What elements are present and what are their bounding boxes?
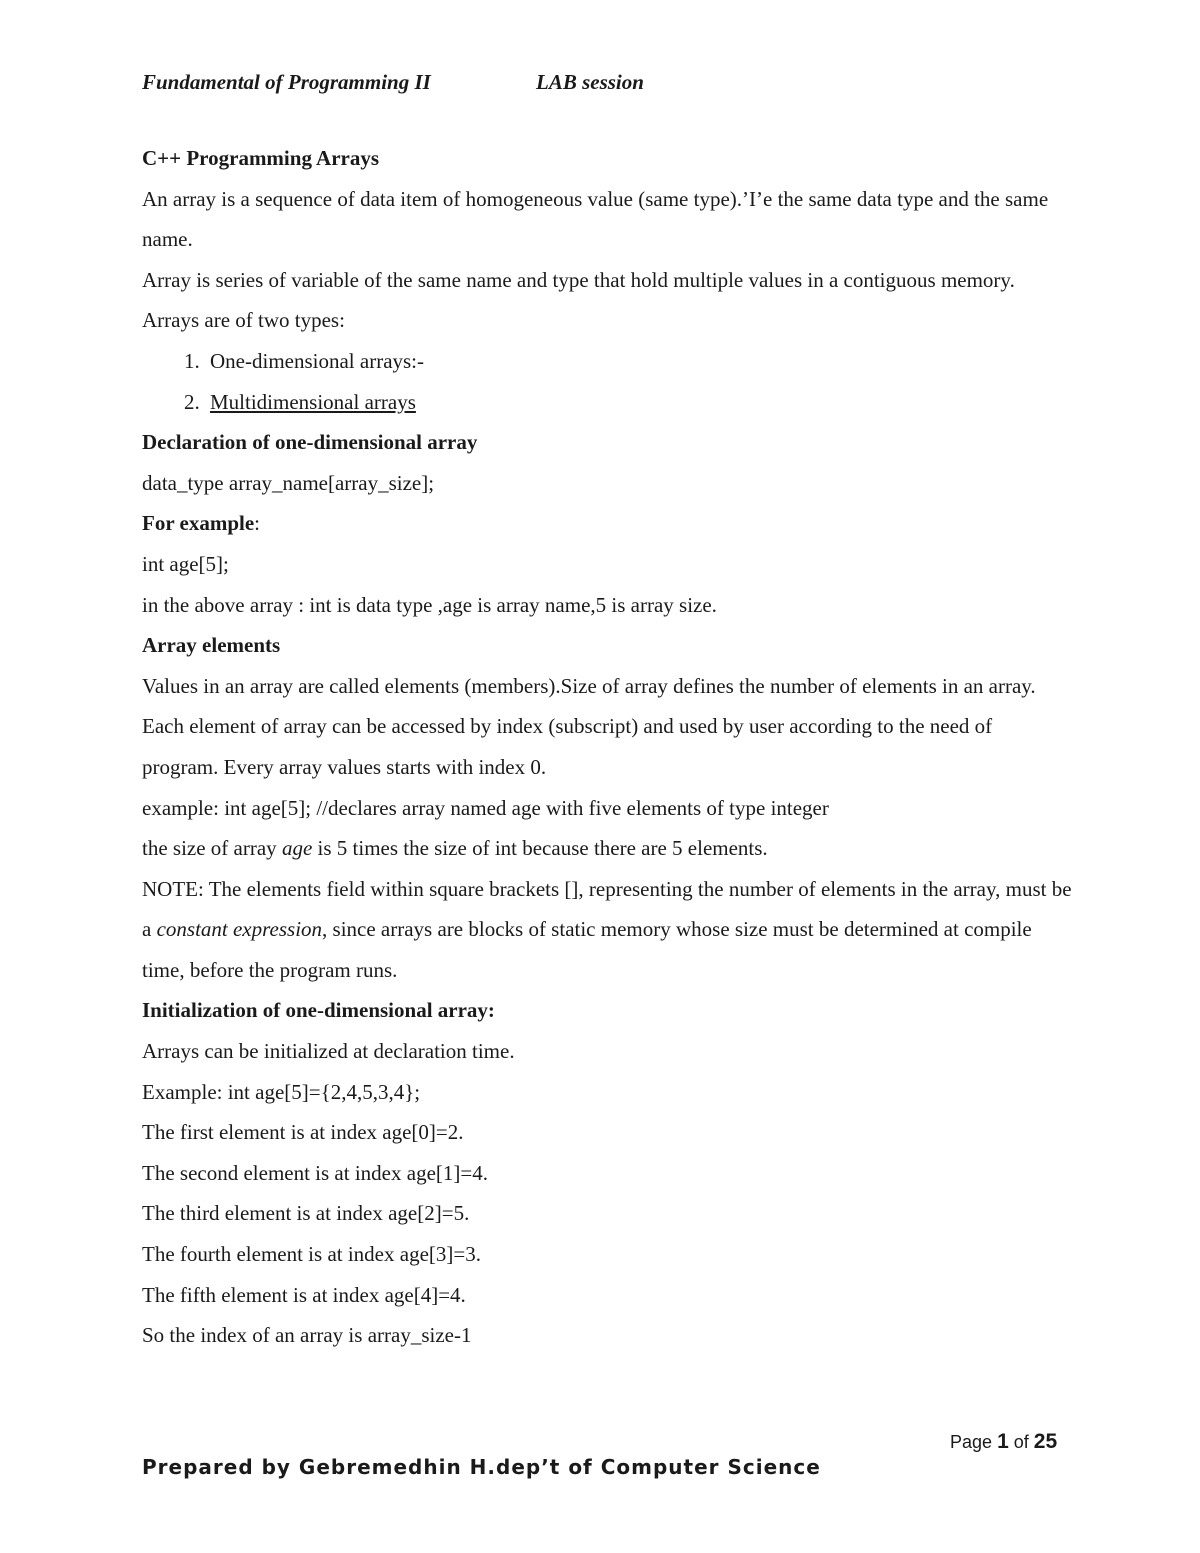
example-explanation: in the above array : int is data type ,age is array name,5 is array size. (142, 592, 717, 617)
list-item-label: Multidimensional arrays (210, 389, 416, 414)
note-paragraph (142, 869, 1072, 991)
list-item (184, 382, 1072, 423)
paragraph-elements: Values in an array are called elements (members).Size of array defines the number of elements in an array. Each element of array can be accessed by index (subscript) and used by user according to the need of program. Every array values starts with index 0. (142, 673, 1036, 779)
heading-array-elements: Array elements (142, 633, 281, 658)
init-paragraph: Arrays can be initialized at declaration time. (142, 1039, 515, 1064)
page-header (142, 70, 644, 95)
header-course-title: Fundamental of Programming II (142, 70, 431, 94)
size-line-text: the size of array (142, 836, 282, 861)
for-example-colon: : (254, 511, 261, 536)
list-item (184, 341, 1072, 382)
for-example-line (142, 503, 1072, 544)
declaration-syntax: data_type array_name[array_size]; (142, 470, 435, 495)
list-item-number: 2. (184, 389, 200, 414)
size-line-italic: age (281, 836, 313, 861)
array-types-list (142, 341, 1072, 422)
paragraph-intro: An array is a sequence of data item of homogeneous value (same type).’I’e the same data type and the same name. (142, 186, 1049, 252)
example-comment-line: example: int age[5]; //declares array named age with five elements of type integer (142, 795, 829, 820)
size-line (142, 828, 1072, 869)
document-body (142, 138, 1072, 1356)
heading-declaration: Declaration of one-dimensional array (142, 430, 478, 455)
index-line: The fifth element is at index age[4]=4. (142, 1282, 466, 1307)
for-example-label: For example (142, 511, 255, 536)
size-line-text-end: is 5 times the size of int because there are 5 elements. (312, 836, 768, 861)
paragraph-series: Array is series of variable of the same name and type that hold multiple values in a contiguous memory. (142, 267, 1015, 292)
page-footer: Prepared by Gebremedhin H.dep’t of Computer Science (142, 1455, 821, 1479)
types-intro: Arrays are of two types: (142, 308, 345, 333)
index-line: The first element is at index age[0]=2. (142, 1120, 464, 1145)
page-current: 1 (997, 1430, 1009, 1453)
page-label: Page (950, 1432, 993, 1452)
heading-cpp-arrays: C++ Programming Arrays (142, 146, 380, 170)
note-text: NOTE: The elements field within square brackets [], representing the number of elements in the array, must be a (142, 876, 1072, 942)
list-item-number: 1. (184, 348, 200, 373)
page-of: of (1013, 1432, 1029, 1452)
header-session: LAB session (536, 70, 644, 94)
page-number (950, 1430, 1057, 1454)
index-line: The third element is at index age[2]=5. (142, 1201, 470, 1226)
example-declaration: int age[5]; (142, 551, 229, 576)
index-summary: So the index of an array is array_size-1 (142, 1323, 472, 1348)
index-line: The second element is at index age[1]=4. (142, 1160, 488, 1185)
note-text-end: , since arrays are blocks of static memory whose size must be determined at compile time, before the program runs. (142, 917, 1032, 982)
index-line: The fourth element is at index age[3]=3. (142, 1242, 481, 1267)
page-total: 25 (1033, 1430, 1058, 1453)
init-example: Example: int age[5]={2,4,5,3,4}; (142, 1079, 421, 1104)
note-italic: constant expression (156, 917, 323, 942)
list-item-label: One-dimensional arrays:- (210, 348, 425, 373)
heading-initialization: Initialization of one-dimensional array: (142, 998, 495, 1023)
